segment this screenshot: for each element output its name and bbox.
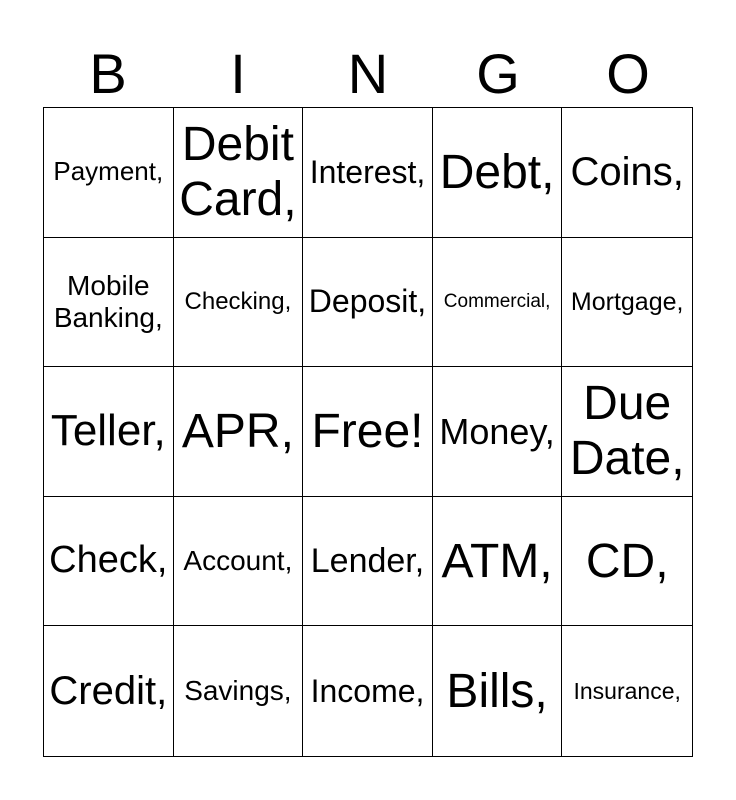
bingo-cell[interactable] (174, 497, 304, 627)
bingo-cell-label: APR, (181, 404, 294, 458)
bingo-cell[interactable] (44, 108, 174, 238)
bingo-cell[interactable] (303, 238, 433, 368)
bingo-cell-label: Mobile Banking, (53, 269, 163, 333)
bingo-cell-label: Debit Card, (179, 118, 297, 227)
bingo-cell[interactable] (174, 108, 304, 238)
bingo-cell[interactable] (44, 497, 174, 627)
bingo-cell-label: Debt, (439, 145, 555, 199)
bingo-cell-label: Payment, (53, 156, 164, 187)
header-letter-g: G (476, 42, 520, 105)
bingo-cell[interactable] (174, 626, 304, 756)
bingo-cell[interactable] (433, 367, 563, 497)
bingo-cell[interactable] (433, 626, 563, 756)
bingo-cell-label: Bills, (446, 664, 548, 718)
bingo-cell[interactable] (562, 497, 692, 627)
bingo-cell[interactable] (44, 626, 174, 756)
header-letter-o: O (606, 42, 650, 105)
bingo-cell[interactable] (44, 238, 174, 368)
bingo-cell-label: Insurance, (573, 677, 681, 704)
bingo-cell[interactable] (562, 238, 692, 368)
bingo-cell-label: Coins, (570, 150, 684, 195)
bingo-cell-label: Income, (310, 672, 425, 709)
bingo-cell-label: Teller, (50, 406, 166, 456)
header-letter-b: B (89, 42, 127, 105)
bingo-cell[interactable] (303, 497, 433, 627)
bingo-cell-label: Savings, (184, 675, 292, 707)
bingo-cell-label: ATM, (441, 534, 553, 588)
bingo-cell-label: Money, (439, 410, 555, 452)
bingo-cell-label: Checking, (184, 288, 292, 316)
bingo-cell-label: Check, (49, 539, 168, 582)
bingo-header (43, 40, 693, 108)
bingo-cell-label: Credit, (49, 669, 168, 714)
bingo-cell-label: Lender, (310, 541, 425, 580)
bingo-cell-label: Due Date, (569, 377, 685, 486)
bingo-cell[interactable] (174, 367, 304, 497)
bingo-cell-label: Mortgage, (570, 287, 684, 316)
bingo-cell[interactable] (44, 367, 174, 497)
bingo-cell-label: Account, (183, 545, 293, 576)
bingo-cell[interactable] (174, 238, 304, 368)
bingo-cell-label: CD, (585, 534, 669, 588)
bingo-cell-label: Free! (311, 404, 424, 458)
bingo-cell[interactable] (303, 108, 433, 238)
bingo-cell[interactable] (433, 238, 563, 368)
free-space-cell[interactable] (303, 367, 433, 497)
header-letter-n: N (347, 42, 389, 105)
bingo-cell-label: Commercial, (443, 290, 551, 312)
bingo-cell-label: Interest, (309, 153, 426, 190)
bingo-cell[interactable] (303, 626, 433, 756)
header-letter-i: I (230, 42, 246, 105)
bingo-cell[interactable] (433, 497, 563, 627)
bingo-cell[interactable] (562, 367, 692, 497)
bingo-cell[interactable] (562, 626, 692, 756)
bingo-cell[interactable] (562, 108, 692, 238)
bingo-cell-label: Deposit, (308, 283, 427, 320)
bingo-board (43, 107, 693, 757)
bingo-cell[interactable] (433, 108, 563, 238)
